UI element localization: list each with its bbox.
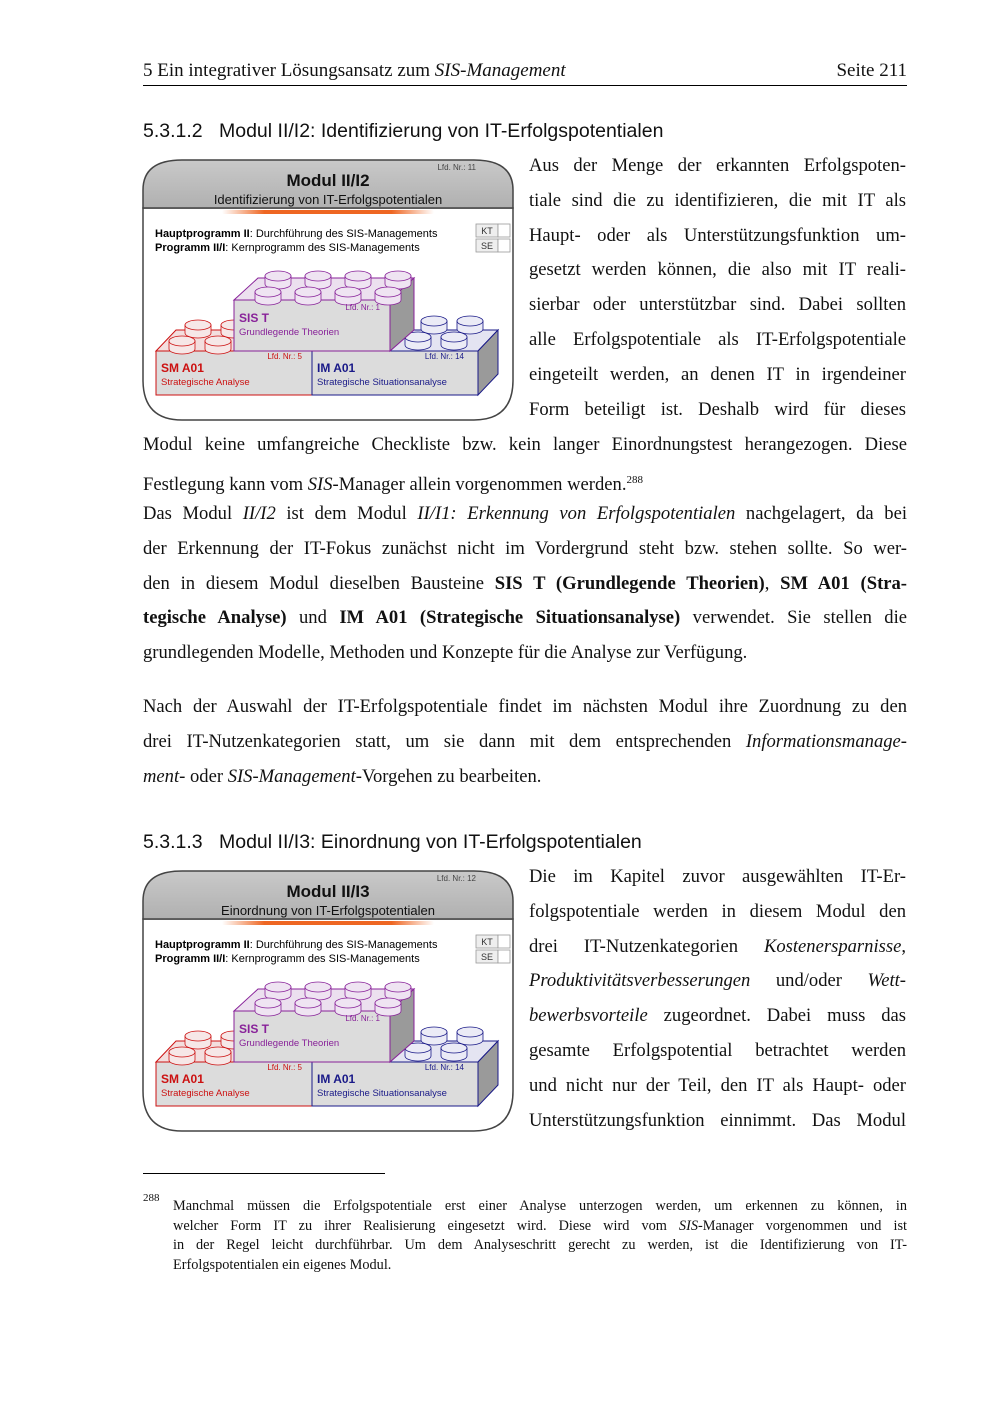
im-title: IM A01 (317, 361, 356, 375)
text-line: Modul keine umfangreiche Checkliste bzw. kein langer Einordnungstest herangezogen. Diese (143, 434, 907, 455)
text-line: alle Erfolgspotentiale als IT-Erfolgspotentiale (529, 328, 906, 350)
lego-stud (185, 320, 211, 338)
text-line: gesetzt werden können, die also mit IT reali- (529, 259, 906, 281)
sm-lfd-label: Lfd. Nr.: 5 (267, 1063, 302, 1072)
lego-stud (169, 1047, 195, 1065)
page-number: Seite 211 (836, 60, 907, 81)
lego-stud (169, 336, 195, 354)
section2-wrap-text (529, 860, 906, 1138)
section-title: Modul II/I2: Identifizierung von IT-Erfolgspotentialen (219, 120, 664, 142)
text-line: drei IT-Nutzenkategorien Kostenersparnisse, (529, 935, 906, 957)
text-line: und nicht nur der Teil, den IT als Haupt- oder (529, 1074, 906, 1096)
lego-stud (265, 271, 291, 289)
lego-stud (255, 998, 281, 1016)
kt-checkbox (498, 935, 510, 948)
sm-title: SM A01 (161, 361, 204, 375)
se-checkbox (498, 239, 510, 252)
footnote-line: welcher Form IT zu ihrer Realisierung eingesetzt wird. Diese wird vom SIS-Manager vorgenommen und ist (173, 1217, 907, 1234)
text-line: Nach der Auswahl der IT-Erfolgspotentiale findet im nächsten Modul ihre Zuordnung zu den (143, 696, 907, 717)
se-checkbox (498, 950, 510, 963)
text-line: Die im Kapitel zuvor ausgewählten IT-Er- (529, 866, 906, 887)
text-line: der Erkennung der IT-Fokus zunächst nicht im Vordergrund steht bzw. stehen sollte. So wer- (143, 537, 907, 559)
text-line: Unterstützungsfunktion einnimmt. Das Modul (529, 1109, 906, 1131)
footnote-rule (143, 1173, 385, 1174)
lego-stud (421, 1027, 447, 1045)
sm-title: SM A01 (161, 1072, 204, 1086)
text-line: tegische Analyse) und IM A01 (Strategische Situationsanalyse) verwendet. Sie stellen die (143, 607, 907, 629)
sis-t-block (234, 271, 414, 351)
section-title: Modul II/I3: Einordnung von IT-Erfolgspotentialen (219, 831, 642, 853)
se-label: SE (480, 241, 494, 251)
module-subtitle: Einordnung von IT-Erfolgspotentialen (221, 903, 435, 918)
section-number: 5.3.1.3 (143, 831, 203, 853)
im-subtitle: Strategische Situationsanalyse (317, 1088, 447, 1099)
chapter-title: 5 Ein integrativer Lösungsansatz zum SIS-Management (143, 60, 566, 81)
text-line: bewerbsvorteile zugeordnet. Dabei muss das (529, 1005, 906, 1027)
text-line: Festlegung kann vom SIS-Manager allein vorgenommen werden.$^{288}$ (143, 473, 643, 495)
im-title: IM A01 (317, 1072, 356, 1086)
footnote-ref[interactable]: 288 (626, 473, 643, 486)
sis-lfd-label: Lfd. Nr.: 1 (345, 1014, 380, 1023)
paragraph-2 (143, 497, 907, 671)
im-lfd-label: Lfd. Nr.: 14 (424, 1063, 464, 1072)
hauptprogramm-line: Hauptprogramm II: Durchführung des SIS-Managements (155, 939, 438, 951)
lego-stud (295, 998, 321, 1016)
footnote-line: Manchmal müssen die Erfolgspotentiale erst einer Analyse unterzogen werden, um erkennen zu können, in (173, 1198, 907, 1214)
kt-label: KT (481, 226, 493, 236)
lego-stud (265, 982, 291, 1000)
module-subtitle: Identifizierung von IT-Erfolgspotentialen (213, 192, 443, 207)
footnote-line: in der Regel leicht durchführbar. Um dem Analyseschritt gerecht zu werden, ist die Identifizierung von IT- (173, 1237, 907, 1253)
sis-title: SIS T (239, 1022, 270, 1036)
lego-stud (345, 271, 371, 289)
text-line: Das Modul II/I2 ist dem Modul II/I1: Erkennung von Erfolgspotentialen nachgelagert, da bei (143, 503, 908, 524)
text-line: Haupt- oder als Unterstützungsfunktion um- (529, 224, 906, 246)
footnote-number: 288 (143, 1192, 160, 1204)
sis-title: SIS T (239, 311, 270, 325)
lego-stud (295, 287, 321, 305)
text-line: eingeteilt werden, an denen IT in irgendeiner (529, 363, 906, 385)
text-line: ment- oder SIS-Management-Vorgehen zu bearbeiten. (143, 765, 542, 787)
sis-t-block (234, 982, 414, 1062)
paragraph-3 (143, 690, 907, 794)
im-lfd-label: Lfd. Nr.: 14 (424, 352, 464, 361)
module-title: Modul II/I3 (286, 882, 370, 901)
hauptprogramm-line: Hauptprogramm II: Durchführung des SIS-Managements (155, 228, 438, 240)
text-line: gesamte Erfolgspotential betrachtet werden (529, 1039, 906, 1061)
sm-subtitle: Strategische Analyse (161, 377, 250, 388)
lego-stud (457, 316, 483, 334)
footnote-text (173, 1197, 907, 1275)
text-line: sierbar oder unterstützbar sind. Dabei sollten (529, 294, 906, 316)
lego-stud (255, 287, 281, 305)
section-heading-5-3-1-3 (143, 831, 642, 854)
lego-stud (385, 271, 411, 289)
lego-stud (421, 316, 447, 334)
text-line: folgspotentiale werden in diesem Modul den (529, 900, 906, 922)
programm-line: Programm II/I: Kernprogramm des SIS-Managements (155, 242, 420, 254)
im-subtitle: Strategische Situationsanalyse (317, 377, 447, 388)
footnote-line: Erfolgspotentialen ein eigenes Modul. (173, 1256, 392, 1273)
text-line: grundlegenden Modelle, Methoden und Konzepte für die Analyse zur Verfügung. (143, 642, 748, 664)
section1-full-text (143, 428, 907, 503)
text-line: Aus der Menge der erkannten Erfolgspoten- (529, 155, 906, 176)
lego-stud (205, 336, 231, 354)
header-rule (143, 85, 907, 86)
section-number: 5.3.1.2 (143, 120, 203, 142)
text-line: tiale sind die zu identifizieren, die mit IT als (529, 189, 906, 211)
lfd-nr-label: Lfd. Nr.: 11 (437, 163, 476, 172)
programm-line: Programm II/I: Kernprogramm des SIS-Managements (155, 953, 420, 965)
module-ii-i3-diagram (142, 869, 514, 1133)
section-heading-5-3-1-2 (143, 120, 663, 143)
text-line: den in diesem Modul dieselben Bausteine SIS T (Grundlegende Theorien), SM A01 (Stra- (143, 572, 908, 594)
lego-stud (457, 1027, 483, 1045)
orange-accent-bar (222, 210, 434, 214)
lego-stud (305, 982, 331, 1000)
text-line: Form beteiligt ist. Deshalb wird für dieses (529, 398, 906, 420)
sm-lfd-label: Lfd. Nr.: 5 (267, 352, 302, 361)
section1-wrap-text (529, 149, 906, 427)
lego-stud (185, 1031, 211, 1049)
lego-stud (305, 271, 331, 289)
text-line: Produktivitätsverbesserungen und/oder Wett- (529, 970, 906, 992)
kt-label: KT (481, 937, 493, 947)
text-line: drei IT-Nutzenkategorien statt, um sie dann mit dem entsprechenden Informationsmanage- (143, 730, 907, 752)
orange-accent-bar (222, 921, 434, 925)
se-label: SE (480, 952, 494, 962)
lego-stud (441, 332, 467, 350)
sis-subtitle: Grundlegende Theorien (239, 327, 340, 338)
sm-subtitle: Strategische Analyse (161, 1088, 250, 1099)
module-ii-i2-diagram (142, 158, 514, 422)
module-title: Modul II/I2 (286, 171, 370, 190)
sis-lfd-label: Lfd. Nr.: 1 (345, 303, 380, 312)
lfd-nr-label: Lfd. Nr.: 12 (436, 874, 476, 883)
lego-stud (441, 1043, 467, 1061)
kt-checkbox (498, 224, 510, 237)
lego-stud (205, 1047, 231, 1065)
sis-subtitle: Grundlegende Theorien (239, 1038, 340, 1049)
lego-stud (385, 982, 411, 1000)
lego-stud (345, 982, 371, 1000)
